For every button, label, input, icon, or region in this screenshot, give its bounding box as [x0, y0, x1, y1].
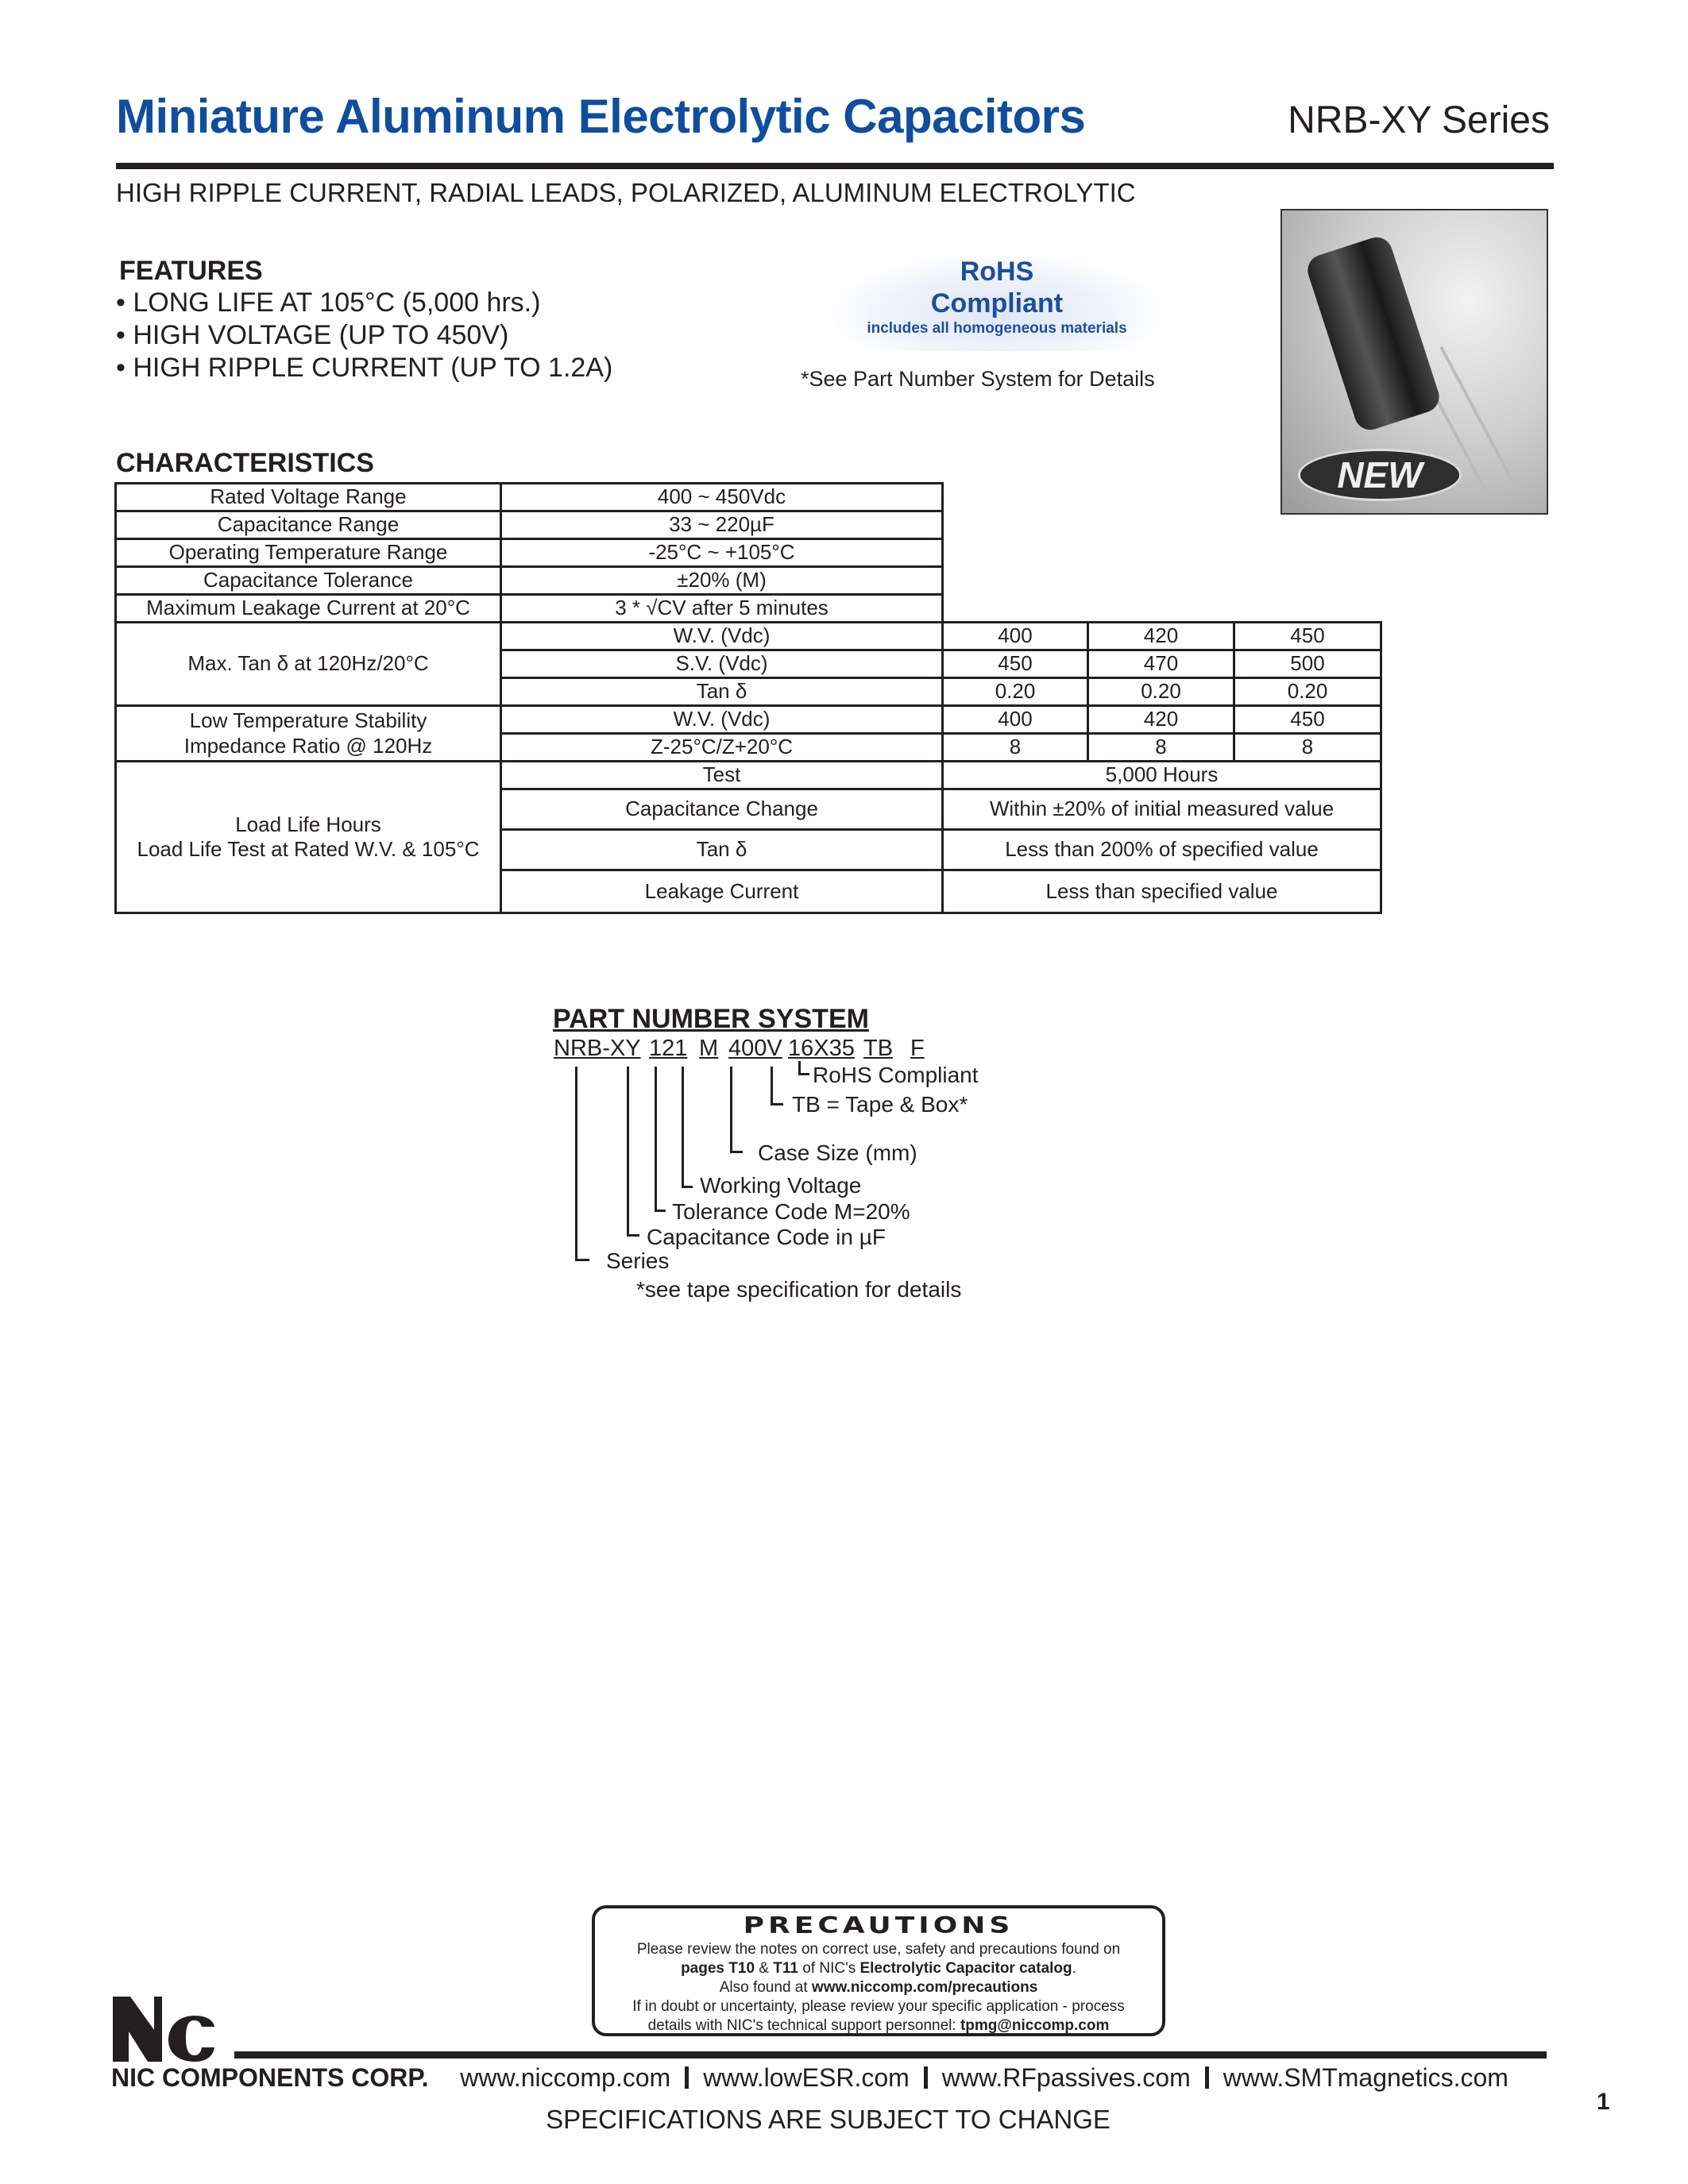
connector-line — [682, 1067, 684, 1188]
connector-line — [798, 1073, 809, 1075]
precautions-box — [592, 1905, 1165, 2036]
precautions-line — [595, 1978, 1162, 1997]
group-label-line: Load Life Hours — [235, 812, 381, 836]
link-niccomp[interactable]: www.niccomp.com — [460, 2063, 671, 2092]
leakage-suffix: after 5 minutes — [686, 596, 829, 620]
row-label: Rated Voltage Range — [116, 484, 501, 511]
connector-line — [575, 1259, 589, 1261]
row-value — [501, 595, 943, 623]
sub-label: W.V. (Vdc) — [501, 706, 943, 734]
header-rule — [116, 163, 1554, 169]
bold-text: T11 — [773, 1960, 798, 1977]
code-packaging: TB — [863, 1036, 894, 1061]
row-value: 400 ~ 450Vdc — [501, 484, 943, 511]
sub-label: Test — [501, 762, 943, 789]
cell: 0.20 — [1088, 678, 1234, 706]
cell: Within ±20% of initial measured value — [943, 789, 1381, 830]
cell: 500 — [1234, 650, 1381, 678]
product-photo — [1280, 209, 1548, 515]
connector-line — [575, 1067, 577, 1261]
feature-item: • LONG LIFE AT 105°C (5,000 hrs.) — [116, 287, 541, 318]
sub-label: Capacitance Change — [501, 789, 943, 830]
row-label: Operating Temperature Range — [116, 539, 501, 567]
text: of NIC's — [798, 1960, 860, 1977]
cell: Less than 200% of specified value — [943, 830, 1381, 870]
cell: 450 — [943, 650, 1088, 678]
label-capacitance: Capacitance Code in µF — [647, 1225, 886, 1249]
group-label — [116, 706, 501, 762]
connector-line — [682, 1186, 693, 1188]
table-row — [116, 762, 1381, 789]
part-number-heading: PART NUMBER SYSTEM — [553, 1004, 869, 1034]
cell: 420 — [1088, 706, 1234, 734]
table-row — [116, 706, 1381, 734]
separator — [685, 2066, 689, 2089]
precautions-line: If in doubt or uncertainty, please review your specific application - process — [632, 1998, 1125, 2015]
feature-item: • HIGH VOLTAGE (UP TO 450V) — [116, 320, 509, 350]
text: details with NIC's technical support personnel: — [647, 2017, 960, 2034]
row-label: Capacitance Tolerance — [116, 567, 501, 595]
page-number: 1 — [1597, 2089, 1610, 2115]
row-label: Maximum Leakage Current at 20°C — [116, 595, 501, 623]
text: Also found at — [719, 1979, 812, 1996]
table-row — [116, 511, 1381, 539]
bold-text: pages T10 — [681, 1960, 755, 1977]
separator — [924, 2066, 928, 2089]
cell: 450 — [1234, 706, 1381, 734]
leakage-prefix: 3 * √ — [615, 596, 658, 620]
footer-links — [111, 2063, 1508, 2093]
cell: 400 — [943, 706, 1088, 734]
group-label-line: Low Temperature Stability — [189, 708, 427, 733]
label-case-size: Case Size (mm) — [758, 1140, 917, 1165]
cell: 8 — [1234, 734, 1381, 762]
link-smtmagnetics[interactable]: www.SMTmagnetics.com — [1223, 2063, 1508, 2092]
connector-line — [655, 1210, 666, 1212]
code-tolerance: M — [699, 1036, 719, 1061]
rohs-line2: Compliant — [930, 288, 1064, 318]
separator — [1205, 2066, 1209, 2089]
precautions-line — [595, 1959, 1162, 1978]
text: . — [1072, 1960, 1076, 1977]
cell: 8 — [1088, 734, 1234, 762]
group-label-line: Impedance Ratio @ 120Hz — [183, 733, 433, 758]
text: & — [755, 1960, 774, 1977]
cell: 0.20 — [1234, 678, 1381, 706]
sub-label: S.V. (Vdc) — [501, 650, 943, 678]
feature-item: • HIGH RIPPLE CURRENT (UP TO 1.2A) — [116, 353, 613, 383]
leakage-sqrt-arg: CV — [657, 596, 686, 620]
connector-line — [627, 1234, 639, 1237]
label-packaging: TB = Tape & Box* — [792, 1092, 968, 1117]
row-label: Capacitance Range — [116, 511, 501, 539]
code-rohs: F — [910, 1036, 925, 1061]
label-rohs: RoHS Compliant — [813, 1063, 979, 1087]
capacitor-image — [1304, 233, 1443, 434]
subtitle: HIGH RIPPLE CURRENT, RADIAL LEADS, POLARIZED, ALUMINUM ELECTROLYTIC — [116, 178, 1136, 207]
group-label: Max. Tan δ at 120Hz/20°C — [116, 623, 501, 706]
rohs-line3: includes all homogeneous materials — [867, 320, 1127, 337]
precautions-line: Please review the notes on correct use, safety and precautions found on — [636, 1941, 1121, 1958]
row-value: ±20% (M) — [501, 567, 943, 595]
connector-line — [771, 1067, 773, 1106]
sub-label: Z-25°C/Z+20°C — [501, 734, 943, 762]
new-badge: NEW — [1298, 449, 1462, 501]
characteristics-heading: CHARACTERISTICS — [116, 448, 374, 478]
code-series: NRB-XY — [554, 1036, 641, 1061]
precautions-link[interactable]: www.niccomp.com/precautions — [811, 1979, 1038, 1996]
cell: Less than specified value — [943, 870, 1381, 913]
cell: 0.20 — [943, 678, 1088, 706]
bold-text: Electrolytic Capacitor catalog — [859, 1960, 1072, 1977]
table-row — [116, 623, 1381, 650]
label-voltage: Working Voltage — [700, 1173, 862, 1198]
sub-label: Leakage Current — [501, 870, 943, 913]
series-name: NRB-XY Series — [1288, 99, 1550, 141]
support-email-link[interactable]: tpmg@niccomp.com — [960, 2017, 1110, 2034]
link-lowesr[interactable]: www.lowESR.com — [703, 2063, 910, 2092]
connector-line — [730, 1067, 732, 1153]
table-row — [116, 567, 1381, 595]
company-name: NIC COMPONENTS CORP. — [111, 2063, 429, 2092]
cell: 5,000 Hours — [943, 762, 1381, 789]
sub-label: Tan δ — [501, 830, 943, 870]
sub-label: W.V. (Vdc) — [501, 623, 943, 650]
connector-line — [730, 1151, 743, 1153]
cell: 400 — [943, 623, 1088, 650]
code-capacitance: 121 — [649, 1036, 688, 1061]
characteristics-table — [114, 482, 1382, 914]
precautions-line — [595, 2016, 1162, 2035]
group-label-line: Load Life Test at Rated W.V. & 105°C — [137, 837, 480, 861]
cell: 450 — [1234, 623, 1381, 650]
nic-logo — [113, 1997, 216, 2062]
sub-label: Tan δ — [501, 678, 943, 706]
table-row — [116, 539, 1381, 567]
cell: 420 — [1088, 623, 1234, 650]
tape-note: *see tape specification for details — [636, 1277, 962, 1302]
connector-line — [771, 1103, 783, 1106]
cell: 8 — [943, 734, 1088, 762]
table-row — [116, 595, 1381, 623]
table-row — [116, 484, 1381, 511]
page-title: Miniature Aluminum Electrolytic Capacitors — [116, 90, 1086, 143]
row-value: 33 ~ 220µF — [501, 511, 943, 539]
group-label — [116, 762, 501, 913]
disclaimer: SPECIFICATIONS ARE SUBJECT TO CHANGE — [546, 2105, 1111, 2134]
precautions-heading: PRECAUTIONS — [743, 1912, 1014, 1939]
rohs-badge — [834, 256, 1160, 351]
row-value: -25°C ~ +105°C — [501, 539, 943, 567]
label-series: Series — [606, 1248, 670, 1273]
rohs-line1: RoHS — [960, 257, 1034, 287]
connector-line — [655, 1067, 657, 1212]
code-voltage: 400V — [728, 1036, 782, 1061]
code-case-size: 16X35 — [788, 1036, 855, 1061]
rohs-note: *See Part Number System for Details — [801, 367, 1155, 391]
features-heading: FEATURES — [119, 256, 263, 286]
footer-rule — [234, 2051, 1547, 2059]
connector-line — [627, 1067, 629, 1237]
label-tolerance: Tolerance Code M=20% — [672, 1199, 910, 1224]
link-rfpassives[interactable]: www.RFpassives.com — [941, 2063, 1191, 2092]
cell: 470 — [1088, 650, 1234, 678]
